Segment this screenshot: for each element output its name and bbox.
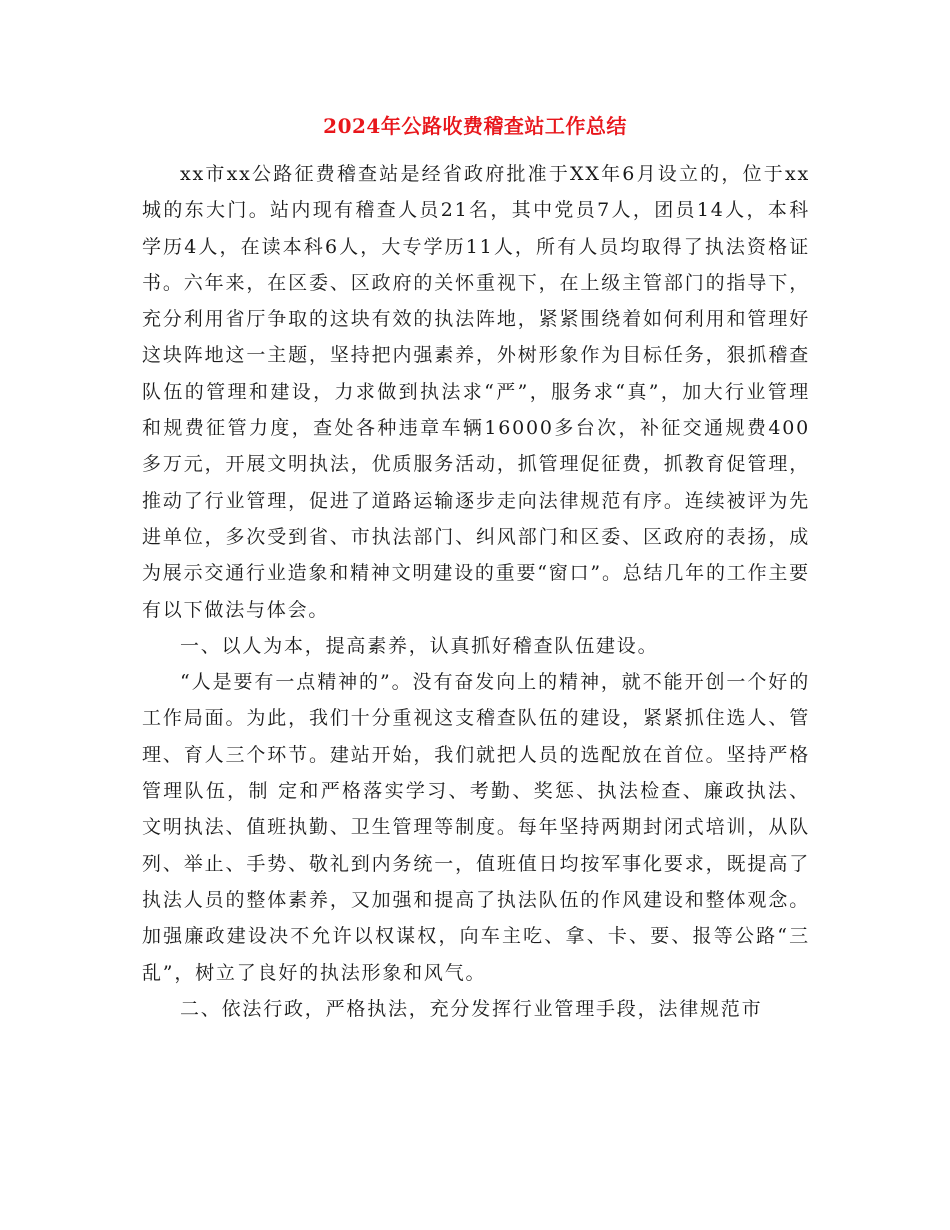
paragraph-section-1: “人是要有一点精神的”。没有奋发向上的精神，就不能开创一个好的工作局面。为此，我们十分重视这支稽查队伍的建设，紧紧抓住选人、管理、育人三个环节。建站开始，我们就把人员的选配放在首位。坚持严格管理队伍，制 定和严格落实学习、考勤、奖惩、执法检查、廉政执法、文明执法、值班执勤、卫生管理等制度。每年坚持两期封闭式培训，从队列、举止、手势、敬礼到内务统一，值班值日均按军事化要求，既提高了执法人员的整体素养，又加强和提高了执法队伍的作风建设和整体观念。加强廉政建设决不允许以权谋权，向车主吃、拿、卡、要、报等公路“三乱”，树立了良好的执法形象和风气。 <box>142 671 810 984</box>
document-body <box>142 156 810 1027</box>
paragraph-intro: xx市xx公路征费稽查站是经省政府批准于XX年6月设立的，位于xx城的东大门。站内现有稽查人员21名，其中党员7人，团员14人，本科学历4人，在读本科6人，大专学历11人，所有人员均取得了执法资格证书。六年来，在区委、区政府的关怀重视下，在上级主管部门的指导下，充分利用省厅争取的这块有效的执法阵地，紧紧围绕着如何利用和管理好这块阵地这一主题，坚持把内强素养，外树形象作为目标任务，狠抓稽查队伍的管理和建设，力求做到执法求“严”，服务求“真”，加大行业管理和规费征管力度，查处各种违章车辆16000多台次，补征交通规费400多万元，开展文明执法，优质服务活动，抓管理促征费，抓教育促管理，推动了行业管理，促进了道路运输逐步走向法律规范有序。连续被评为先进单位，多次受到省、市执法部门、纠风部门和区委、区政府的表扬，成为展示交通行业造象和精神文明建设的重要“窗口”。总结几年的工作主要有以下做法与体会。 <box>142 163 810 621</box>
section-heading-2: 二、依法行政，严格执法，充分发挥行业管理手段，法律规范市 <box>180 997 763 1020</box>
section-heading-1: 一、以人为本，提高素养，认真抓好稽查队伍建设。 <box>180 634 659 657</box>
document-title: 2024年公路收费稽查站工作总结 <box>323 114 627 138</box>
